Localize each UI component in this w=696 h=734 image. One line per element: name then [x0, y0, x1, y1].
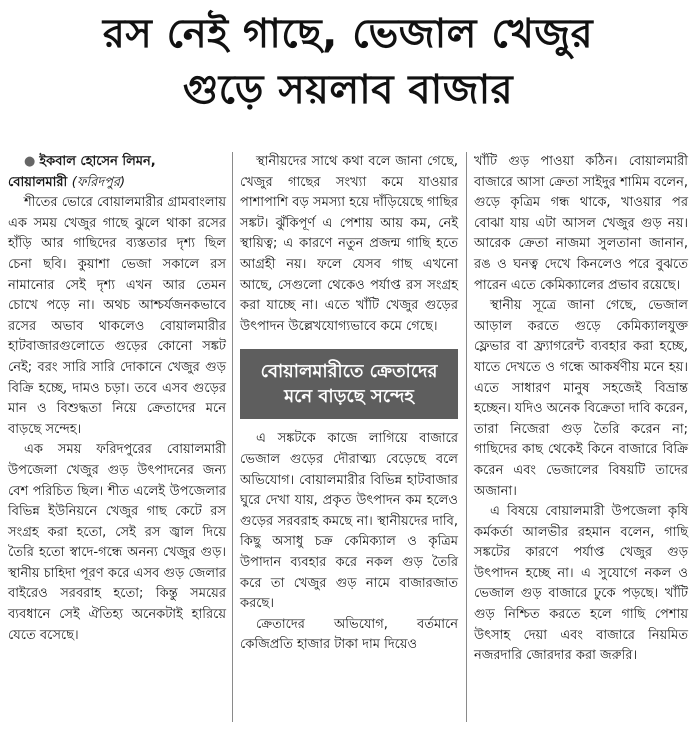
- paragraph: এ সঙ্কটকে কাজে লাগিয়ে বাজারে ভেজাল গুড়ের দৌরাত্ম্য বেড়েছে বলে অভিযোগ। বোয়ালমারীর বিভিন্ন হাটবাজার ঘুরে দেখা যায়, প্রকৃত উৎপাদন কম হলেও গুড়ের সরবরাহ কমছে না। স্থানীয়দের দাবি, কিছু অসাধু চক্র কেমিক্যাল ও কৃত্রিম উপাদান ব্যবহার করে নকল গুড় তৈরি করে তা খেজুর গুড় নামে বাজারজাত করছে।: [240, 431, 458, 612]
- pull-quote: বোয়ালমারীতে ক্রেতাদের মনে বাড়ছে সন্দেহ: [240, 349, 458, 419]
- paragraph: শীতের ভোরে বোয়ালমারীর গ্রামবাংলায় এক সময় খেজুর গাছে ঝুলে থাকা রসের হাঁড়ি আর গাছিদের ব্যস্ততার দৃশ্য ছিল চেনা ছবি। কুয়াশা ভেজা সকালে রস নামানোর সেই দৃশ্য এখন আর তেমন চোখে পড়ে না। অথচ আশ্চর্যজনকভাবে রসের অভাব থাকলেও বোয়ালমারীর হাটবাজারগুলোতে গুড়ের কোনো সঙ্কট নেই; বরং সারি সারি দোকানে খেজুর গুড় বিক্রি হচ্ছে, দামও চড়া। তবে এসব গুড়ের মান ও বিশুদ্ধতা নিয়ে ক্রেতাদের মনে বাড়ছে সন্দেহ।: [8, 195, 226, 437]
- column-divider: [232, 152, 233, 722]
- column-divider: [466, 152, 467, 722]
- headline: [0, 6, 696, 118]
- byline-district: (ফরিদপুর): [71, 174, 126, 190]
- headline-line-2: গুড়ে সয়লাব বাজার: [182, 67, 514, 113]
- article-column-2: [240, 152, 458, 656]
- paragraph: খাঁটি গুড় পাওয়া কঠিন। বোয়ালমারী বাজারে আসা ক্রেতা সাইদুর শামিম বলেন, গুড়ে কৃত্রিম গন্ধ থাকে, খাওয়ার পর বোঝা যায় এটা আসল খেজুর গুড় নয়। আরেক ক্রেতা নাজমা সুলতানা জানান, রঙ ও ঘনত্ব দেখে কিনলেও পরে বুঝতে পারেন এতে কেমিক্যালের প্রভাব রয়েছে।: [474, 154, 688, 293]
- headline-line-1: রস নেই গাছে, ভেজাল খেজুর: [102, 11, 594, 57]
- paragraph: এ বিষয়ে বোয়ালমারী উপজেলা কৃষি কর্মকর্তা আলভীর রহমান বলেন, গাছি সঙ্কটের কারণে পর্যাপ্ত খেজুর গুড় উৎপাদন হচ্ছে না। এ সুযোগে নকল ও ভেজাল গুড় বাজারে ঢুকে পড়ছে। খাঁটি গুড় নিশ্চিত করতে হলে গাছি পেশায় উৎসাহ দেয়া এবং বাজারে নিয়মিত নজরদারি জোরদার করা জরুরি।: [474, 504, 688, 664]
- bullet-icon: ●: [24, 154, 36, 169]
- byline: [8, 152, 226, 193]
- article-column-1: [8, 152, 226, 646]
- byline-place: বোয়ালমারী: [8, 174, 68, 190]
- paragraph: স্থানীয়দের সাথে কথা বলে জানা গেছে, খেজুর গাছের সংখ্যা কমে যাওয়ার পাশাপাশি বড় সমস্যা হয়ে দাঁড়িয়েছে গাছির সঙ্কট। ঝুঁকিপূর্ণ এ পেশায় আয় কম, নেই স্থায়িত্ব; এ কারণে নতুন প্রজন্ম গাছি হতে আগ্রহী নয়। ফলে যেসব গাছ এখনো আছে, সেগুলো থেকেও পর্যাপ্ত রস সংগ্রহ করা যাচ্ছে না। এতে খাঁটি খেজুর গুড়ের উৎপাদন উল্লেখযোগ্যভাবে কমে গেছে।: [240, 154, 458, 334]
- paragraph: স্থানীয় সূত্রে জানা গেছে, ভেজাল আড়াল করতে গুড়ে কেমিক্যালযুক্ত ফ্লেভার বা ফ্র্যাগরেন্ট ব্যবহার করা হচ্ছে, যাতে দেখতে ও গন্ধে আকর্ষণীয় মনে হয়। এতে সাধারণ মানুষ সহজেই বিভ্রান্ত হচ্ছেন। যদিও অনেক বিক্রেতা দাবি করেন, তারা নিজেরা গুড় তৈরি করেন না; গাছিদের কাছ থেকেই কিনে বাজারে বিক্রি করেন এবং ভেজালের বিষয়টি তাদের অজানা।: [474, 298, 688, 499]
- byline-author: ইকবাল হোসেন লিমন,: [39, 154, 156, 169]
- paragraph: ক্রেতাদের অভিযোগ, বর্তমানে কেজিপ্রতি হাজার টাকা দাম দিয়েও: [240, 616, 458, 653]
- paragraph: এক সময় ফরিদপুরের বোয়ালমারী উপজেলা খেজুর গুড় উৎপাদনের জন্য বেশ পরিচিত ছিল। শীত এলেই উপজেলার বিভিন্ন ইউনিয়নে খেজুর গাছ কেটে রস সংগ্রহ করা হতো, সেই রস জ্বাল দিয়ে তৈরি হতো স্বাদে-গন্ধে অনন্য খেজুর গুড়। স্থানীয় চাহিদা পূরণ করে এসব গুড় জেলার বাইরেও সরবরাহ হতো; কিন্তু সময়ের ব্যবধানে সেই ঐতিহ্য অনেকটাই হারিয়ে যেতে বসেছে।: [8, 442, 226, 643]
- article-column-3: [474, 152, 688, 667]
